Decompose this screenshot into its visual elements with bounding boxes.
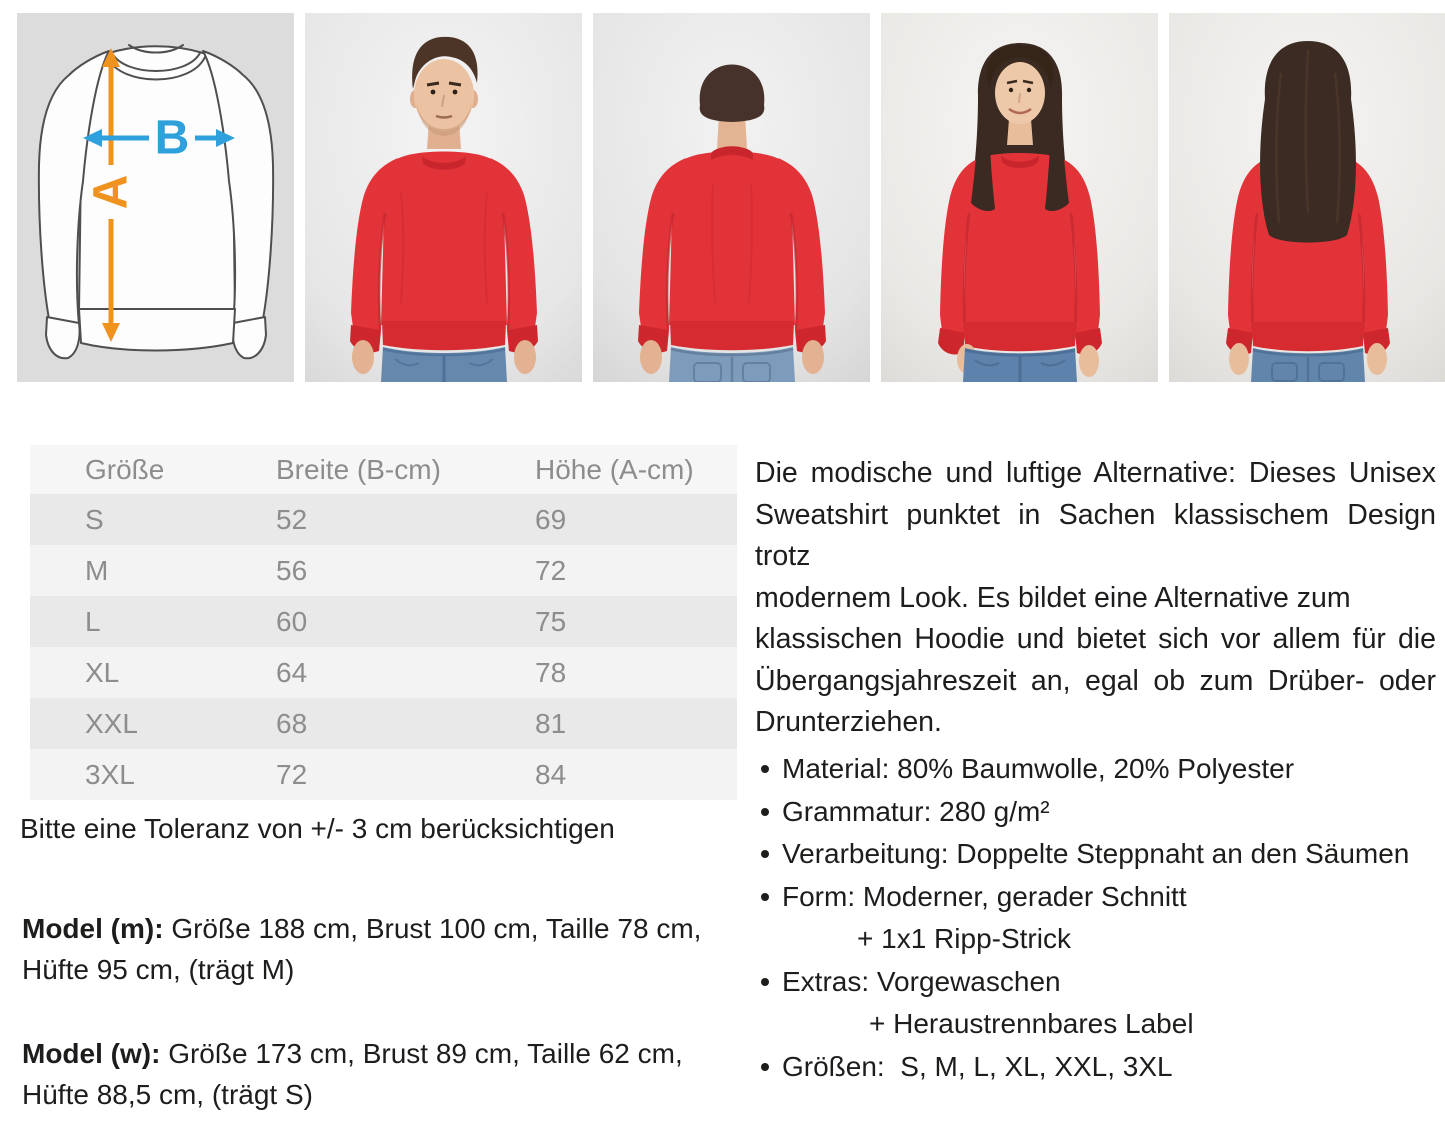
width-cell: 72 — [276, 749, 535, 800]
red-sweatshirt-back — [638, 146, 826, 352]
red-sweatshirt-front — [938, 153, 1102, 355]
bullet-icon — [761, 1063, 769, 1071]
size-cell: L — [30, 596, 276, 647]
description-line: Die modische und luftige Alternative: Dieses Unisex — [755, 457, 1436, 489]
feature-text: + Heraustrennbares Label — [869, 1008, 1194, 1039]
size-table — [30, 445, 737, 800]
height-cell: 78 — [535, 647, 737, 698]
photo-woman-front-svg — [881, 13, 1158, 382]
height-label-A: A — [84, 174, 138, 210]
bullet-icon — [761, 765, 769, 773]
size-diagram — [17, 13, 294, 382]
model-m-details: Größe 188 cm, Brust 100 cm, Taille 78 cm, Hüfte 95 cm, (trägt M) — [22, 913, 702, 985]
tolerance-note: Bitte eine Toleranz von +/- 3 cm berücksichtigen — [20, 813, 615, 844]
bullet-icon — [761, 978, 769, 986]
description-line: Übergangsjahreszeit an, egal ob zum Drüber- oder — [755, 664, 1436, 697]
photo-man-back-svg — [593, 13, 870, 382]
feature-text: Extras: Vorgewaschen — [782, 965, 1061, 997]
width-label-B: B — [154, 111, 190, 165]
model-w-info — [22, 1033, 702, 1115]
height-cell: 81 — [535, 698, 737, 749]
feature-item-groessen — [755, 1046, 1445, 1089]
description-line: modernem Look. Es bildet eine Alternative zum — [755, 581, 1351, 614]
photo-man-front-svg — [305, 13, 582, 382]
height-cell: 75 — [535, 596, 737, 647]
feature-text: Größen: S, M, L, XL, XXL, 3XL — [782, 1050, 1173, 1082]
feature-item-label — [755, 1003, 1445, 1046]
description-line: Drunterziehen. — [755, 706, 942, 738]
red-sweatshirt-front — [350, 152, 538, 353]
width-cell: 68 — [276, 698, 535, 749]
description-line: Sweatshirt punktet in Sachen klassischem Design trotz — [755, 498, 1436, 572]
table-row-m — [30, 545, 737, 596]
column-header-breite: Breite (B-cm) — [276, 445, 535, 494]
model-w-label: Model (w): — [22, 1038, 161, 1069]
height-cell: 69 — [535, 494, 737, 545]
size-table-header-row — [30, 445, 737, 494]
size-cell: M — [30, 545, 276, 596]
height-cell: 84 — [535, 749, 737, 800]
column-header-groesse: Größe — [30, 445, 276, 494]
feature-text: Form: Moderner, gerader Schnitt — [782, 880, 1187, 912]
size-cell: XXL — [30, 698, 276, 749]
feature-list — [755, 748, 1445, 1088]
bullet-icon — [761, 893, 769, 901]
bullet-icon — [761, 808, 769, 816]
feature-item-grammatur — [755, 791, 1445, 834]
feature-text: Verarbeitung: Doppelte Steppnaht an den Säumen — [782, 838, 1410, 869]
width-cell: 64 — [276, 647, 535, 698]
size-diagram-svg — [17, 13, 294, 382]
height-cell: 72 — [535, 545, 737, 596]
model-m-info — [22, 908, 702, 990]
width-cell: 52 — [276, 494, 535, 545]
feature-text: Grammatur: 280 g/m² — [782, 795, 1050, 827]
width-cell: 56 — [276, 545, 535, 596]
size-cell: S — [30, 494, 276, 545]
photo-woman-back-svg — [1169, 13, 1445, 382]
feature-text: Material: 80% Baumwolle, 20% Polyester — [782, 753, 1295, 784]
model-w-details: Größe 173 cm, Brust 89 cm, Taille 62 cm, Hüfte 88,5 cm, (trägt S) — [22, 1038, 683, 1110]
table-row-3xl — [30, 749, 737, 800]
feature-text: + 1x1 Ripp-Strick — [857, 923, 1071, 954]
model-m-label: Model (m): — [22, 913, 164, 944]
size-cell: XL — [30, 647, 276, 698]
feature-item-form — [755, 876, 1445, 919]
table-row-l — [30, 596, 737, 647]
description-line: klassischen Hoodie und bietet sich vor allem für die — [755, 623, 1436, 655]
table-row-xxl — [30, 698, 737, 749]
feature-item-extras — [755, 961, 1445, 1004]
photo-woman-back — [1169, 13, 1445, 382]
table-row-xl — [30, 647, 737, 698]
bullet-icon — [761, 850, 769, 858]
feature-item-ripp-strick — [755, 918, 1445, 961]
feature-item-material — [755, 748, 1445, 791]
product-gallery — [17, 13, 1445, 382]
table-row-s — [30, 494, 737, 545]
photo-man-back — [593, 13, 870, 382]
photo-man-front — [305, 13, 582, 382]
feature-item-verarbeitung — [755, 833, 1445, 876]
sweatshirt-outline-drawing — [39, 45, 273, 358]
column-header-hoehe: Höhe (A-cm) — [535, 445, 737, 494]
width-cell: 60 — [276, 596, 535, 647]
photo-woman-front — [881, 13, 1158, 382]
product-description — [755, 453, 1436, 744]
size-cell: 3XL — [30, 749, 276, 800]
